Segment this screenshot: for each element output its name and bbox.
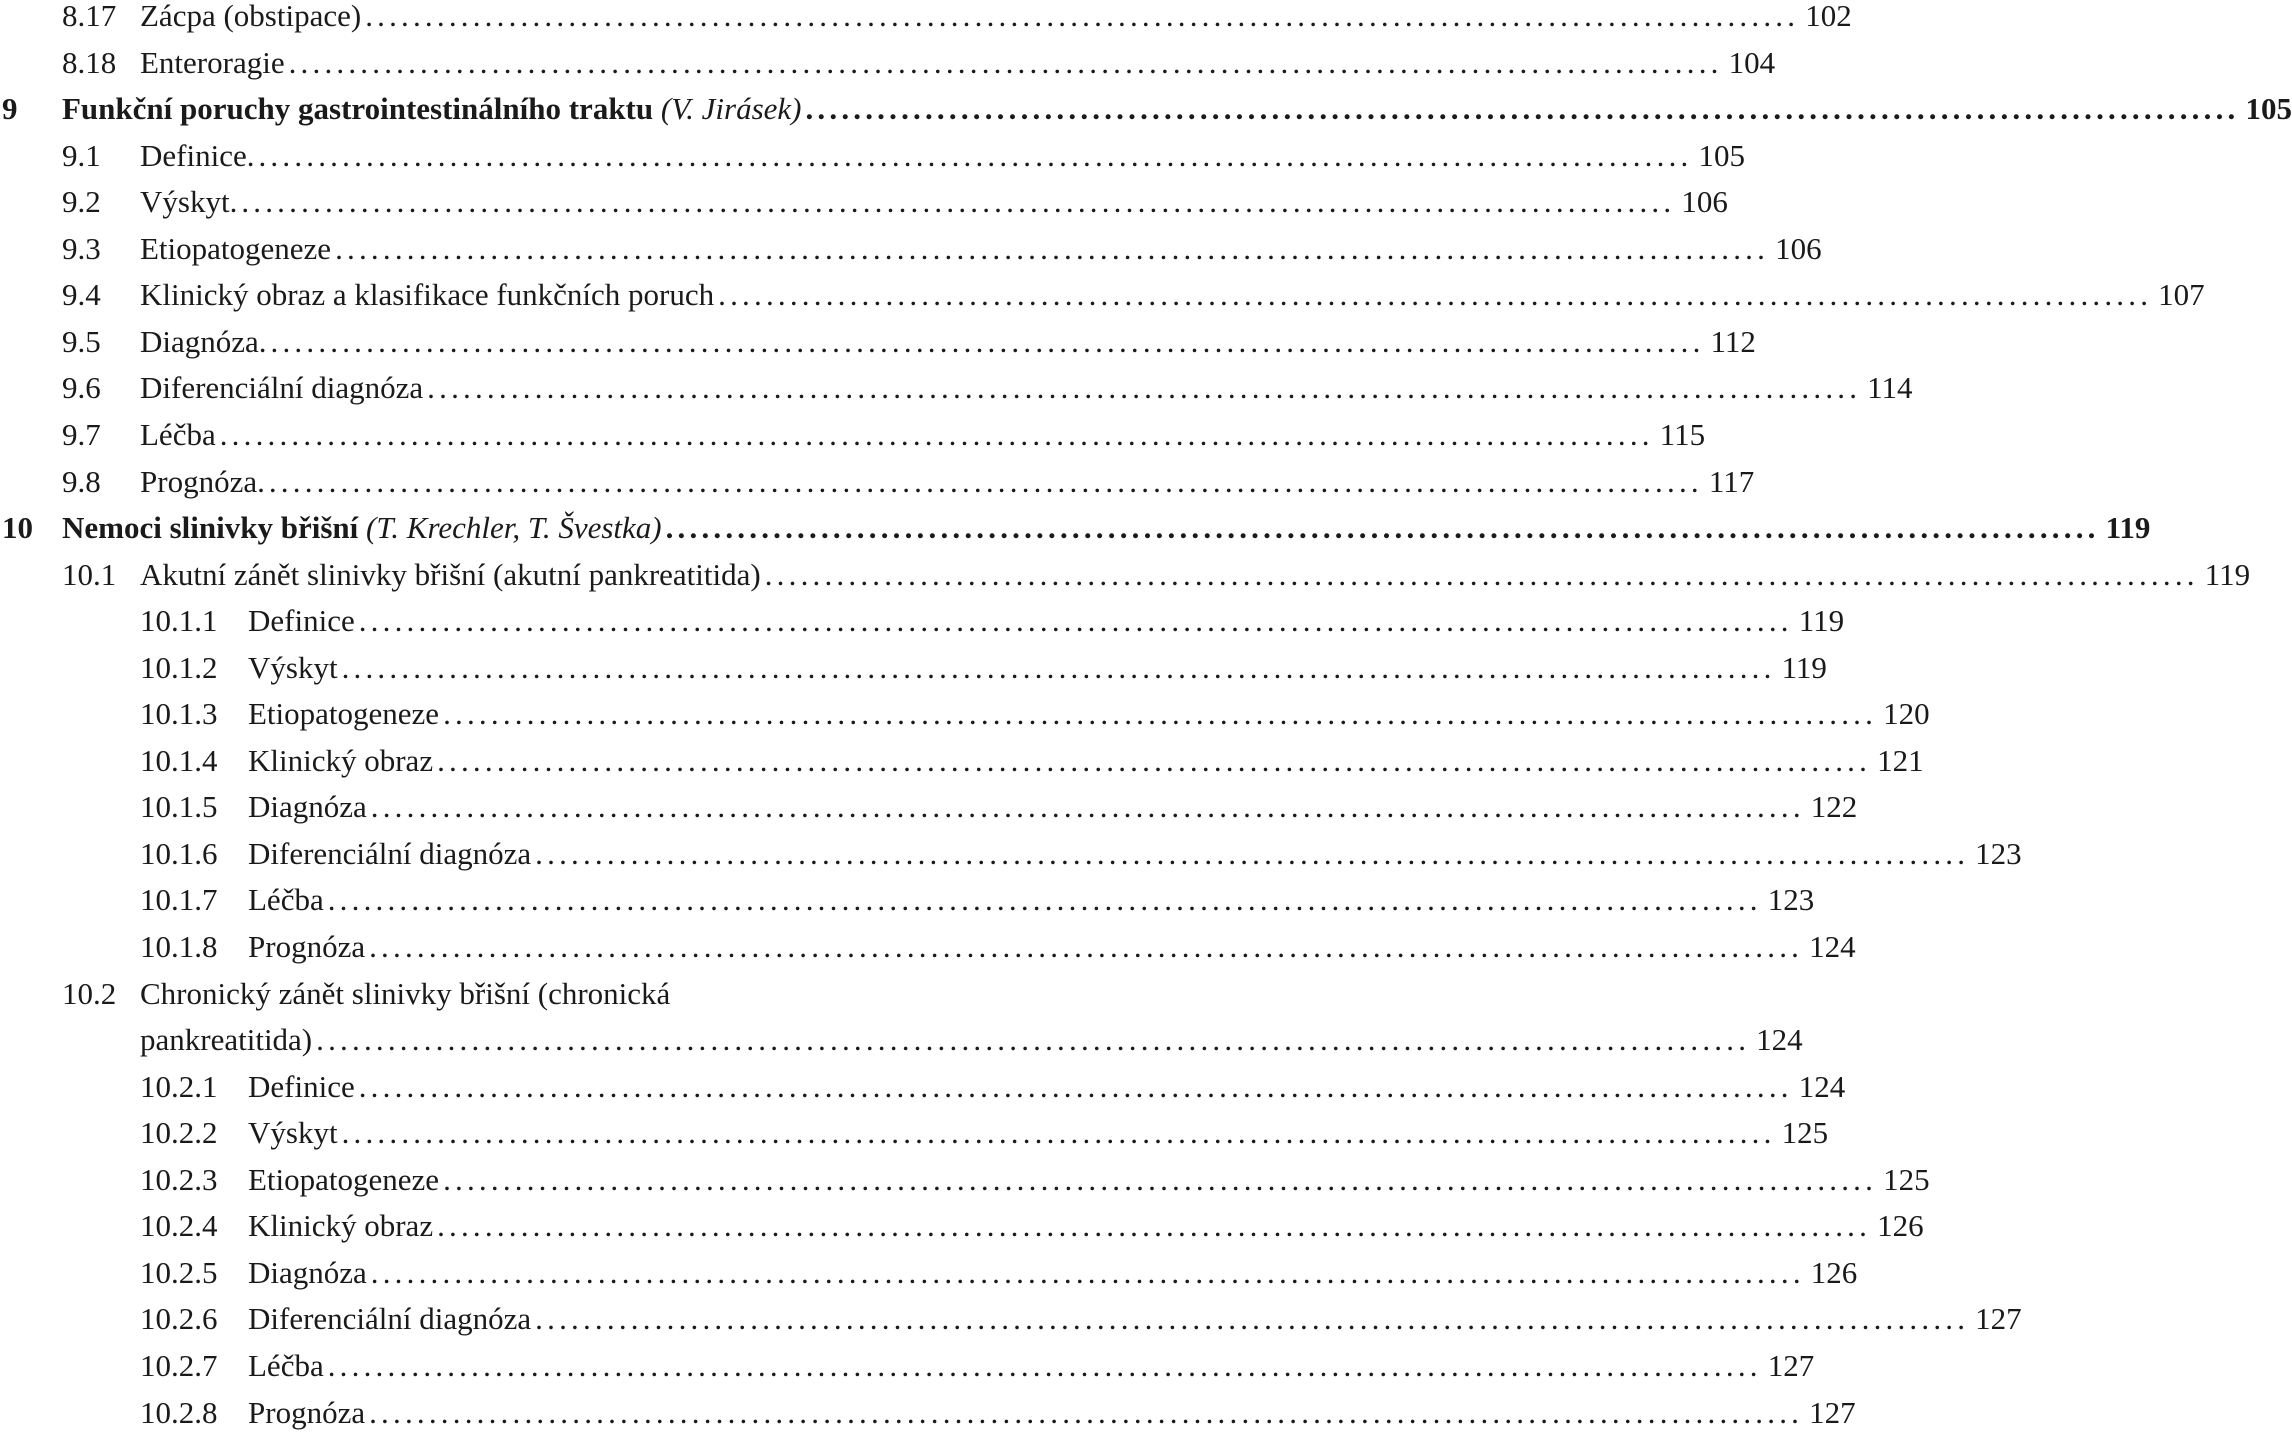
dot-leader: ........................................................................................................................ <box>358 603 1793 639</box>
toc-entry-title: Diagnóza. <box>140 323 267 359</box>
dot-leader: ........................................................................................................................ <box>535 1301 1970 1337</box>
toc-page-number: 115 <box>1659 416 1706 452</box>
toc-entry-title-line <box>248 691 1930 737</box>
toc-entry-row[interactable] <box>0 272 2205 318</box>
toc-entry-number: 10.2.2 <box>140 1115 218 1151</box>
dot-leader: ........................................................................................................................ <box>219 416 1654 452</box>
toc-entry-title: Etiopatogeneze <box>140 230 332 266</box>
dot-leader: ........................................................................................................................ <box>805 91 2240 127</box>
toc-entry-title: Zácpa (obstipace) <box>140 0 362 33</box>
dot-leader: ........................................................................................................................ <box>268 463 1703 499</box>
toc-entry-number: 9.1 <box>62 137 101 173</box>
toc-page-number: 123 <box>1767 882 1815 918</box>
toc-chapter-row[interactable] <box>0 86 2292 132</box>
toc-entry-title: Enteroragie <box>140 44 285 80</box>
toc-entry-number: 10.2 <box>62 975 117 1011</box>
toc-entry-title: Léčba <box>248 882 324 918</box>
toc-entry-number: 10.2.3 <box>140 1161 218 1197</box>
toc-page-number: 127 <box>1767 1347 1815 1383</box>
toc-entry-title-line <box>248 831 2022 877</box>
toc-entry-number: 10.2.7 <box>140 1347 218 1383</box>
toc-entry-number: 10.1.4 <box>140 742 218 778</box>
toc-entry-title: Léčba <box>140 416 216 452</box>
toc-page-number: 119 <box>2105 510 2151 545</box>
toc-entry-title: Diagnóza <box>248 1254 367 1290</box>
toc-entry-row[interactable] <box>0 459 1755 505</box>
toc-entry-number: 10.1.1 <box>140 603 218 639</box>
toc-entry-row[interactable] <box>0 412 1706 458</box>
toc-entry-number: 9.2 <box>62 184 101 220</box>
toc-page-number: 127 <box>1809 1394 1856 1430</box>
toc-entry-row[interactable] <box>0 319 1756 365</box>
toc-entry-title-line <box>62 86 2292 132</box>
toc-entry-row[interactable] <box>0 738 1924 784</box>
toc-page-number: 121 <box>1877 742 1924 778</box>
toc-entry-title-line <box>248 1250 1858 1296</box>
toc-page-number: 112 <box>1710 323 1756 359</box>
toc-entry-title-line <box>140 365 1913 411</box>
dot-leader: ........................................................................................................................ <box>327 882 1762 918</box>
toc-entry-row[interactable] <box>0 598 1845 644</box>
toc-entry-title-line <box>248 1110 1829 1156</box>
toc-page-number: 119 <box>1781 649 1827 685</box>
toc-entry-number: 10.1 <box>62 556 117 592</box>
dot-leader: ........................................................................................................................ <box>288 44 1723 80</box>
toc-page-number: 104 <box>1728 44 1776 80</box>
dot-leader: ........................................................................................................................ <box>258 137 1693 173</box>
toc-entry-title-line <box>140 0 1852 39</box>
dot-leader: ........................................................................................................................ <box>358 1068 1793 1104</box>
toc-entry-row[interactable] <box>0 831 2022 877</box>
toc-entry-row[interactable] <box>0 133 1745 179</box>
toc-entry-author: (T. Krechler, T. Švestka) <box>366 510 662 545</box>
dot-leader: ........................................................................................................................ <box>764 556 2199 592</box>
toc-entry-row[interactable] <box>0 40 1776 86</box>
toc-entry-title-line <box>140 459 1755 505</box>
toc-page-number: 126 <box>1810 1254 1858 1290</box>
toc-entry-row[interactable] <box>0 365 1913 411</box>
toc-page-number: 124 <box>1809 929 1856 964</box>
dot-leader: ........................................................................................................................ <box>718 277 2153 313</box>
dot-leader: ........................................................................................................................ <box>341 649 1776 685</box>
toc-entry-row[interactable] <box>0 784 1858 830</box>
toc-entry-number: 10.1.7 <box>140 882 218 918</box>
toc-entry-row[interactable] <box>0 179 1728 225</box>
toc-entry-number: 10.2.5 <box>140 1254 218 1290</box>
toc-entry-title-line <box>248 1064 1846 1110</box>
toc-page-number: 125 <box>1781 1115 1829 1151</box>
toc-page-number: 114 <box>1867 370 1913 406</box>
toc-entry-number: 9.7 <box>62 416 101 452</box>
toc-entry-title-line <box>248 784 1858 830</box>
toc-entry-title-line <box>140 272 2205 318</box>
toc-entry-title: Klinický obraz <box>248 1208 434 1244</box>
toc-entry-title-line <box>248 1390 1856 1436</box>
dot-leader: ........................................................................................................................ <box>535 835 1970 871</box>
toc-entry-title-line <box>140 971 955 1017</box>
toc-entry-title-line <box>248 598 1845 644</box>
toc-entry-number: 10.1.8 <box>140 929 218 964</box>
dot-leader: ........................................................................................................................ <box>335 230 1770 266</box>
toc-page-number: 106 <box>1681 184 1728 220</box>
toc-entry-title-line <box>140 179 1728 225</box>
toc-entry-title: Prognóza <box>248 1394 366 1430</box>
toc-entry-title: Akutní zánět slinivky břišní (akutní pankreatitida) <box>140 556 761 592</box>
dot-leader: ........................................................................................................................ <box>427 370 1862 406</box>
dot-leader: ........................................................................................................................ <box>443 696 1878 732</box>
toc-entry-title: Diferenciální diagnóza <box>248 835 532 871</box>
toc-entry-row[interactable] <box>0 552 2251 598</box>
toc-entry-title-line <box>140 226 1822 272</box>
toc-entry-title-line <box>140 412 1706 458</box>
toc-entry-row[interactable] <box>0 1250 1858 1296</box>
toc-entry-title-line <box>140 40 1776 86</box>
toc-entry-number: 10.2.6 <box>140 1301 218 1337</box>
toc-entry-title: Diferenciální diagnóza <box>248 1301 532 1337</box>
toc-entry-row[interactable] <box>0 877 1815 923</box>
toc-entry-title: Funkční poruchy gastrointestinálního traktu <box>62 91 654 127</box>
toc-entry-title: Výskyt <box>248 1115 338 1151</box>
toc-entry-number: 10.2.8 <box>140 1394 218 1430</box>
toc-entry-row[interactable] <box>0 0 1852 39</box>
toc-page-number: 124 <box>1798 1068 1846 1104</box>
toc-page-number: 123 <box>1975 835 2022 871</box>
toc-entry-title: Klinický obraz <box>248 742 434 778</box>
toc-entry-title: Etiopatogeneze <box>248 1161 440 1197</box>
toc-page-number: 107 <box>2158 277 2205 313</box>
dot-leader: ........................................................................................................................ <box>370 789 1805 825</box>
toc-page-number: 127 <box>1975 1301 2022 1337</box>
toc-page-number: 106 <box>1775 230 1822 266</box>
toc-page-number: 117 <box>1708 463 1755 499</box>
toc-entry-title: Prognóza <box>248 929 366 964</box>
toc-entry-row[interactable] <box>0 1343 1815 1389</box>
toc-entry-row[interactable] <box>0 226 1822 272</box>
toc-entry-title: Diagnóza <box>248 789 367 825</box>
toc-entry-number: 9.3 <box>62 230 101 266</box>
toc-entry-title-line <box>140 319 1756 365</box>
toc-entry-title-line <box>248 877 1815 923</box>
toc-entry-title-line <box>248 645 1827 691</box>
toc-entry-row[interactable] <box>0 691 1930 737</box>
toc-entry-title-line <box>248 1343 1815 1389</box>
toc-entry-title-line <box>140 552 2251 598</box>
dot-leader: ........................................................................................................................ <box>316 1022 1751 1058</box>
toc-entry-title: Etiopatogeneze <box>248 696 440 732</box>
toc-page-number: 125 <box>1883 1161 1930 1197</box>
dot-leader: ........................................................................................................................ <box>437 742 1872 778</box>
dot-leader: ........................................................................................................................ <box>369 929 1804 964</box>
dot-leader: ........................................................................................................................ <box>365 0 1800 33</box>
toc-page-number: 105 <box>1698 137 1745 173</box>
toc-page-number: 126 <box>1877 1208 1924 1244</box>
toc-entry-number: 9.5 <box>62 323 101 359</box>
toc-page-number: 119 <box>2204 556 2251 592</box>
toc-entry-number: 10.1.2 <box>140 649 218 685</box>
toc-entry-title-line <box>62 505 2151 551</box>
toc-entry-title-line <box>248 1157 1930 1203</box>
toc-entry-row[interactable] <box>0 924 1856 970</box>
toc-entry-title: Chronický zánět slinivky břišní (chronická <box>140 975 671 1011</box>
toc-entry-row[interactable] <box>0 1390 1856 1436</box>
toc-entry-title: Výskyt <box>248 649 338 685</box>
toc-entry-title-line <box>248 924 1856 970</box>
dot-leader: ........................................................................................................................ <box>443 1161 1878 1197</box>
toc-entry-title: Klinický obraz a klasifikace funkčních poruch <box>140 277 715 313</box>
toc-page-number: 119 <box>1798 603 1845 639</box>
toc-entry-row[interactable] <box>0 971 955 1017</box>
toc-entry-number: 10.1.5 <box>140 789 218 825</box>
toc-entry-title-line <box>140 1017 1803 1063</box>
toc-entry-title: Definice <box>248 1068 355 1104</box>
toc-entry-title-line <box>140 133 1745 179</box>
toc-chapter-row[interactable] <box>0 505 2151 551</box>
toc-entry-row[interactable] <box>0 1203 1924 1249</box>
toc-entry-title: pankreatitida) <box>140 1022 313 1058</box>
dot-leader: ........................................................................................................................ <box>341 1115 1776 1151</box>
toc-entry-row[interactable] <box>0 1157 1930 1203</box>
toc-entry-number: 9 <box>2 91 18 127</box>
toc-entry-title-line <box>248 1203 1924 1249</box>
toc-entry-row[interactable] <box>0 1017 1803 1063</box>
dot-leader: ........................................................................................................................ <box>665 510 2100 545</box>
toc-entry-number: 8.18 <box>62 44 117 80</box>
toc-entry-number: 8.17 <box>62 0 117 33</box>
toc-entry-title: Definice. <box>140 137 255 173</box>
toc-entry-title: Výskyt. <box>140 184 238 220</box>
toc-entry-number: 10.1.3 <box>140 696 218 732</box>
toc-entry-title: Diferenciální diagnóza <box>140 370 424 406</box>
toc-entry-title: Nemoci slinivky břišní <box>62 510 359 545</box>
dot-leader: ........................................................................................................................ <box>241 184 1676 220</box>
toc-entry-row[interactable] <box>0 1064 1846 1110</box>
toc-entry-number: 10.2.4 <box>140 1208 218 1244</box>
toc-page-number: 120 <box>1883 696 1930 732</box>
toc-entry-number: 9.4 <box>62 277 101 313</box>
toc-entry-number: 10.1.6 <box>140 835 218 871</box>
toc-page-number: 105 <box>2245 91 2292 127</box>
toc-entry-title-line <box>248 738 1924 784</box>
toc-entry-row[interactable] <box>0 1296 2022 1342</box>
toc-page-number: 124 <box>1756 1022 1803 1058</box>
dot-leader: ........................................................................................................................ <box>369 1394 1804 1430</box>
toc-entry-title: Léčba <box>248 1347 324 1383</box>
toc-page-number: 102 <box>1805 0 1852 33</box>
toc-entry-number: 10.2.1 <box>140 1068 218 1104</box>
dot-leader: ........................................................................................................................ <box>437 1208 1872 1244</box>
toc-entry-number: 9.6 <box>62 370 101 406</box>
toc-entry-number: 9.8 <box>62 463 101 499</box>
dot-leader: ........................................................................................................................ <box>270 323 1705 359</box>
toc-entry-row[interactable] <box>0 1110 1829 1156</box>
toc-page-number: 122 <box>1810 789 1858 825</box>
toc-entry-title: Definice <box>248 603 355 639</box>
toc-entry-title-line <box>248 1296 2022 1342</box>
toc-entry-author: (V. Jirásek) <box>660 91 802 127</box>
toc-entry-number: 10 <box>2 510 33 545</box>
dot-leader: ........................................................................................................................ <box>370 1254 1805 1290</box>
dot-leader: ........................................................................................................................ <box>327 1347 1762 1383</box>
toc-entry-row[interactable] <box>0 645 1827 691</box>
toc-entry-title: Prognóza. <box>140 463 265 499</box>
